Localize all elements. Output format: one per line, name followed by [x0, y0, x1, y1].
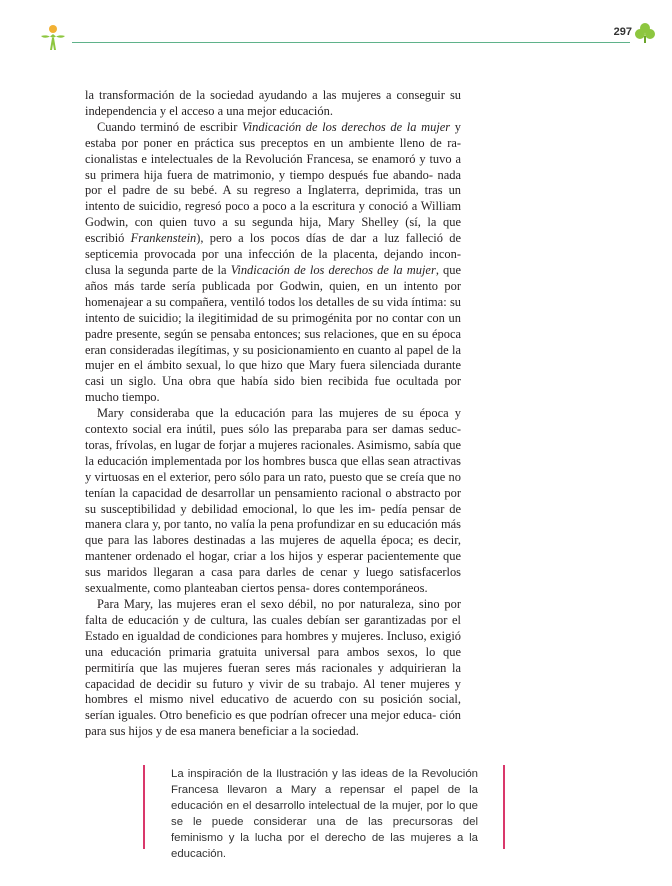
page-number: 297	[613, 26, 632, 38]
header-rule	[72, 42, 630, 43]
book-title: Vindicación de los derechos de la mujer	[241, 119, 451, 134]
book-title: Vindicación de los derechos de la mujer	[230, 262, 436, 277]
body-text	[85, 88, 461, 740]
paragraph: Mary consideraba que la educación para las mujeres de su época y contexto social era inútil, pues sólo las preparaba para ser damas seduc- toras, frívolas, en lugar de forjar a mujeres racionales. Asimismo, sabía que la educación implementada por los hombres busca que ellas sean atractivas y virtuosas en el exterior, pero sólo para un rato, puesto que se creía que no tenían la capacidad de desarrollar un pensamiento racional o abstracto por su susceptibilidad y debilidad emocional, lo que les im- pedía pensar de manera clara y, por tanto, no valía la pena profundizar en su educación más que para las labores destinadas a las mujeres de aquella época; es decir, mantener ordenado el hogar, criar a los hijos y esperar pacientemente que sus maridos llegaran a casa para darles de cenar y luego satisfacerlos sexualmente, como planteaban ciertos pensa- dores contemporáneos.	[85, 406, 462, 596]
callout-text: La inspiración de la Ilustración y las ideas de la Revolución Francesa llevaron a Mary a repensar el papel de la educación en el desarrollo intelectual de la mujer, por lo que se le puede considerar una de las precursoras del feminismo y la lucha por el derecho de las mujeres a la educación.	[171, 768, 478, 861]
clover-icon	[634, 22, 656, 44]
paragraph: Cuando terminó de escribir Vindicación de los derechos de la mujer y estaba por poner en práctica sus preceptos en un ambiente lleno de ra- cionalistas e intelectuales de la Revolución Francesa, se enamoró y tuvo a su primera hija fuera de matrimonio, y tiempo después fue abando- nada por el padre de su bebé. A su regreso a Inglaterra, deprimida, tras un intento de suicidio, regresó poco a poco a la escritura y conoció a William Godwin, con quien tuvo a su segunda hija, Mary Shelley (sí, la que escribió Frankenstein), pero a los pocos días de dar a luz falleció de septicemia provocada por una infección de la placenta, dejando incon- clusa la segunda parte de la Vindicación de los derechos de la mujer, que años más tarde sería publicada por Godwin, quien, en un intento por homenajear a su compañera, ventiló todos los detalles de su vida íntima: su intento de suicidio; la ilegitimidad de su primogénita por no contar con un padre presente, según se pensaba entonces; sus relaciones, que en su época eran consideradas ilegítimas, y su posicionamiento en cuanto al papel de la mujer en el ámbito sexual, lo que hizo que Mary fuera silenciada durante casi un siglo. Una obra que había sido bien recibida fue ocultada por mucho tiempo.	[85, 119, 462, 405]
callout-box	[143, 765, 505, 861]
paragraph: la transformación de la sociedad ayudando a las mujeres a conseguir su independencia y el acceso a una mejor educación.	[85, 88, 461, 118]
callout-right-bar	[503, 765, 505, 849]
callout-left-bar	[143, 765, 145, 849]
book-title: Frankenstein	[130, 231, 197, 246]
figure-sprout-icon	[38, 22, 68, 52]
paragraph: Para Mary, las mujeres eran el sexo débil, no por naturaleza, sino por falta de educación y de cultura, las cuales debían ser garantizadas por el Estado en igualdad de condiciones para hombres y mujeres. Incluso, exigió una educación primaria gratuita universal para ambos sexos, lo que permitiría que las mujeres fueran seres más racionales y adquirieran la capacidad de decidir su futuro y vivir de su trabajo. Al tener mujeres y hombres el mismo nivel educativo de acuerdo con su posición social, serían iguales. Otro beneficio es que podrían ofrecer una mejor educa- ción para sus hijos y de esa manera beneficiar a la sociedad.	[85, 597, 462, 739]
